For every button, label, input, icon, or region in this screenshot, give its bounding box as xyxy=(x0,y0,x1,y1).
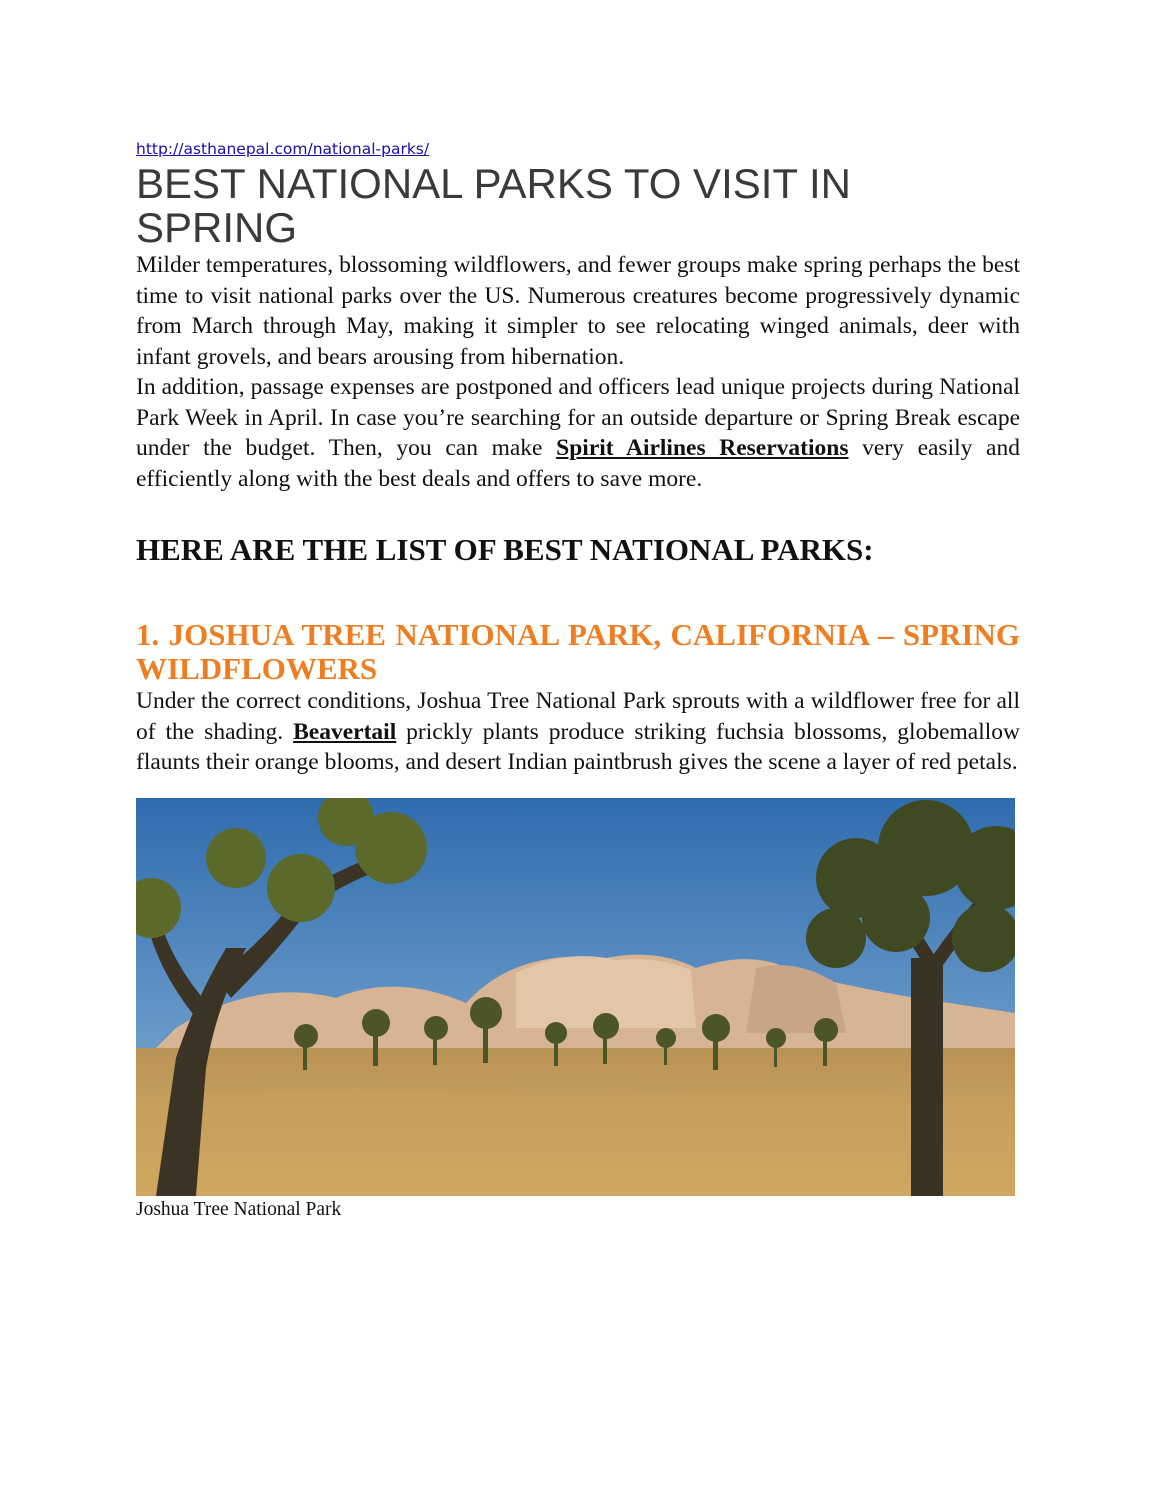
document-page xyxy=(136,138,1020,1222)
intro-paragraph: Milder temperatures, blossoming wildflowers, and fewer groups make spring perhaps the best time to visit national parks over the US. Numerous creatures become progressively dynamic from March through May, making it simpler to see relocating winged animals, deer with infant grovels, and bears arousing from hibernation. xyxy=(136,252,1020,370)
second-paragraph-text-after: very easily and efficiently along with the best deals and offers to save more. xyxy=(136,435,1020,492)
park-heading: 1. JOSHUA TREE NATIONAL PARK, CALIFORNIA – SPRING WILDFLOWERS xyxy=(136,617,1020,686)
second-paragraph xyxy=(136,372,1020,494)
spirit-airlines-link[interactable]: Spirit Airlines Reservations xyxy=(556,435,849,461)
page-title: BEST NATIONAL PARKS TO VISIT IN SPRING xyxy=(136,160,851,251)
list-heading: HERE ARE THE LIST OF BEST NATIONAL PARKS: xyxy=(136,532,874,567)
park-description-text-before: Under the correct conditions, Joshua Tree National Park sprouts with a wildflower free for all of the shading. xyxy=(136,688,1020,745)
source-link[interactable]: http://asthanepal.com/national-parks/ xyxy=(136,140,430,158)
second-paragraph-text-before: In addition, passage expenses are postponed and officers lead unique projects during National Park Week in April. In case you’re searching for an outside departure or Spring Break escape under the budget. Then, you can make xyxy=(136,374,1020,461)
joshua-tree-photo xyxy=(136,798,1015,1196)
park-description xyxy=(136,686,1020,778)
beavertail-link[interactable]: Beavertail xyxy=(293,718,397,745)
image-caption: Joshua Tree National Park xyxy=(136,1198,342,1220)
park-description-text-after: prickly plants produce striking fuchsia blossoms, globemallow flaunts their orange blooms, and desert Indian paintbrush gives the scene a layer of red petals. xyxy=(136,718,1021,775)
